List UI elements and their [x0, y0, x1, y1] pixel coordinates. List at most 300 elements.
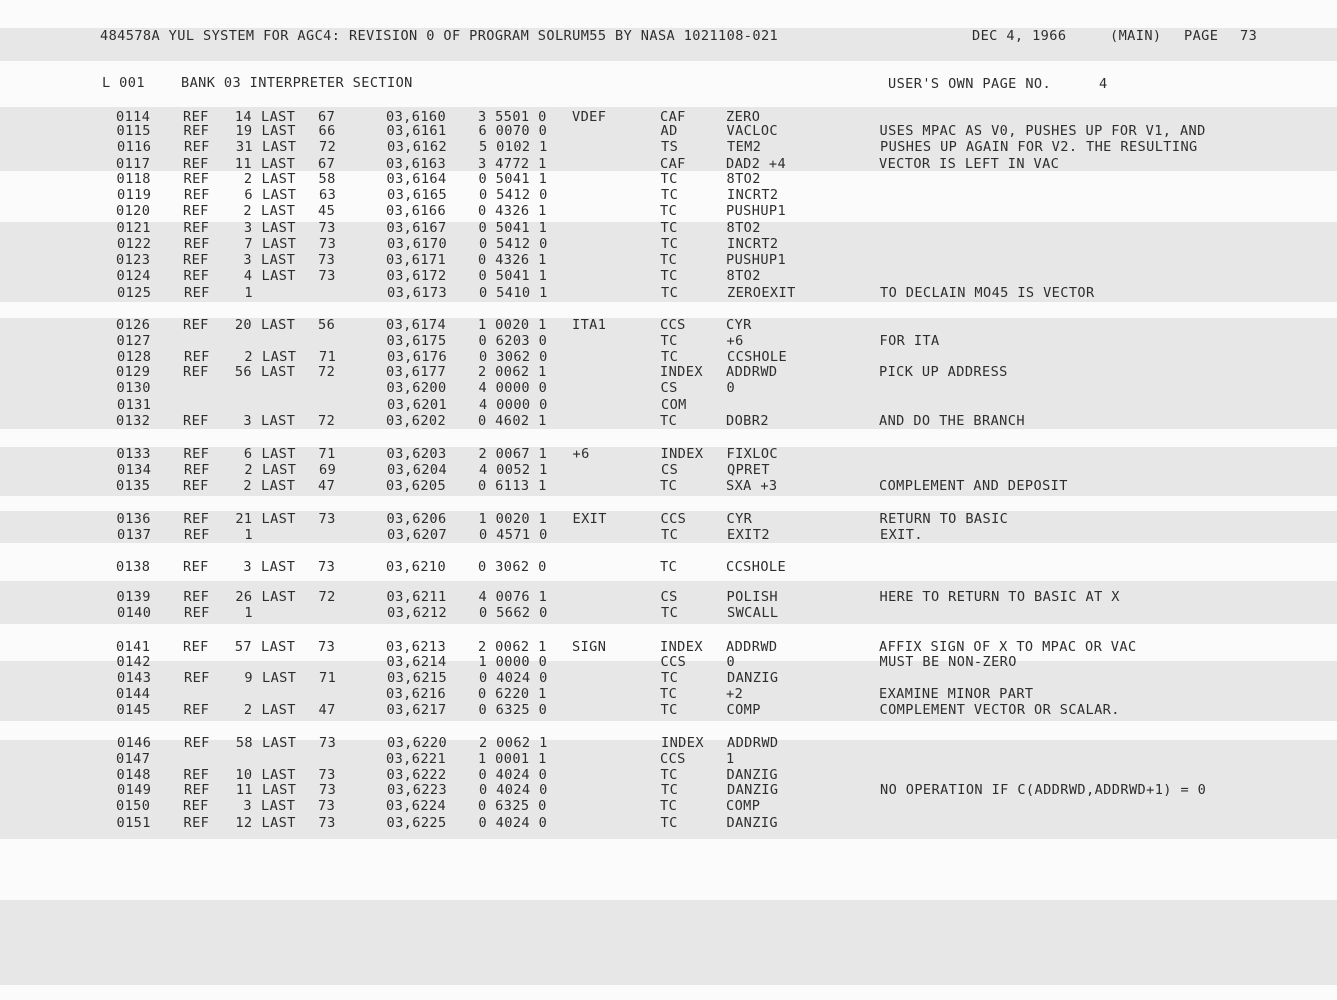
ref-count: 1	[244, 527, 253, 543]
line-number: 0116	[117, 139, 152, 155]
operand: PUSHUP1	[726, 252, 787, 268]
address: 03,6213	[386, 639, 447, 655]
ref-keyword: REF	[184, 139, 210, 155]
ref-keyword: REF	[184, 285, 210, 301]
octal-word: 0 4326 1	[478, 252, 547, 268]
address: 03,6202	[386, 413, 447, 429]
comment: TO DECLAIN MO45 IS VECTOR	[880, 285, 1095, 301]
ref-count: 3	[243, 798, 252, 814]
last-page: 45	[318, 203, 336, 219]
line-number: 0119	[117, 187, 152, 203]
last-keyword: LAST	[261, 203, 296, 219]
octal-word: 4 0052 1	[479, 462, 548, 478]
ref-keyword: REF	[184, 187, 210, 203]
operand: SWCALL	[727, 605, 779, 621]
last-page: 73	[318, 511, 336, 527]
last-page: 58	[318, 171, 336, 187]
comment: COMPLEMENT VECTOR OR SCALAR.	[879, 702, 1120, 718]
address: 03,6170	[387, 236, 448, 252]
last-keyword: LAST	[261, 446, 296, 462]
header-section: (MAIN)	[1110, 28, 1162, 44]
operand: INCRT2	[727, 236, 779, 252]
last-page: 73	[318, 220, 336, 236]
line-number: 0130	[116, 380, 151, 396]
opcode: CAF	[660, 156, 686, 172]
label: VDEF	[572, 109, 607, 125]
octal-word: 4 0076 1	[478, 589, 548, 605]
ref-count: 11	[235, 782, 253, 798]
opcode: CCS	[660, 751, 686, 767]
label: +6	[572, 446, 590, 462]
paper-band	[0, 429, 1337, 447]
last-page: 73	[319, 782, 337, 798]
address: 03,6203	[386, 446, 447, 462]
last-page: 73	[318, 767, 336, 783]
operand: DOBR2	[726, 413, 769, 429]
ref-keyword: REF	[183, 767, 210, 783]
address: 03,6222	[386, 767, 447, 783]
octal-word: 1 0020 1	[478, 317, 547, 333]
last-keyword: LAST	[261, 798, 296, 814]
address: 03,6206	[386, 511, 447, 527]
line-number: 0120	[116, 203, 151, 219]
ref-count: 7	[244, 236, 253, 252]
line-number: 0132	[116, 413, 151, 429]
comment: AFFIX SIGN OF X TO MPAC OR VAC	[879, 639, 1137, 655]
opcode: TC	[660, 333, 678, 349]
octal-word: 0 5662 0	[479, 605, 548, 621]
last-keyword: LAST	[262, 236, 297, 252]
octal-word: 0 3062 0	[478, 559, 547, 575]
operand: DANZIG	[726, 767, 779, 783]
ref-count: 1	[244, 605, 253, 621]
opcode: INDEX	[660, 364, 703, 380]
ref-keyword: REF	[183, 268, 210, 284]
last-page: 67	[318, 109, 336, 125]
log-number: L 001	[102, 75, 145, 91]
last-keyword: LAST	[261, 702, 296, 718]
ref-count: 56	[234, 364, 252, 380]
address: 03,6164	[386, 171, 447, 187]
last-keyword: LAST	[261, 589, 296, 605]
comment: VECTOR IS LEFT IN VAC	[879, 156, 1060, 172]
ref-keyword: REF	[184, 735, 210, 751]
ref-count: 1	[244, 285, 253, 301]
ref-count: 2	[243, 478, 252, 494]
address: 03,6207	[387, 527, 448, 543]
line-number: 0125	[117, 285, 152, 301]
comment: PICK UP ADDRESS	[879, 364, 1008, 380]
opcode: TC	[660, 702, 678, 718]
octal-word: 0 3062 0	[479, 349, 548, 365]
address: 03,6177	[386, 364, 447, 380]
octal-word: 4 0000 0	[479, 397, 548, 413]
operand: +6	[726, 333, 744, 349]
ref-keyword: REF	[184, 349, 210, 365]
line-number: 0134	[117, 462, 152, 478]
last-keyword: LAST	[261, 413, 296, 429]
octal-word: 1 0001 1	[478, 751, 547, 767]
comment: HERE TO RETURN TO BASIC AT X	[879, 589, 1120, 605]
address: 03,6217	[386, 702, 447, 718]
address: 03,6221	[386, 751, 447, 767]
line-number: 0135	[116, 478, 151, 494]
last-keyword: LAST	[261, 123, 296, 139]
ref-count: 21	[235, 511, 253, 527]
opcode: TC	[660, 815, 678, 831]
last-page: 71	[319, 349, 337, 365]
opcode: TC	[661, 187, 679, 203]
octal-word: 2 0062 1	[478, 364, 547, 380]
label: ITA1	[572, 317, 607, 333]
line-number: 0148	[116, 767, 151, 783]
line-number: 0115	[116, 123, 151, 139]
octal-word: 4 0000 0	[478, 380, 548, 396]
operand: ZEROEXIT	[727, 285, 796, 301]
line-number: 0151	[116, 815, 151, 831]
last-keyword: LAST	[261, 639, 296, 655]
line-number: 0122	[117, 236, 152, 252]
ref-keyword: REF	[183, 220, 210, 236]
opcode: TC	[660, 686, 678, 702]
last-keyword: LAST	[261, 156, 296, 172]
last-keyword: LAST	[261, 478, 296, 494]
last-page: 73	[318, 252, 336, 268]
address: 03,6162	[387, 139, 448, 155]
opcode: TC	[660, 252, 678, 268]
paper-band	[0, 839, 1337, 900]
operand: CCSHOLE	[727, 349, 788, 365]
octal-word: 1 0020 1	[478, 511, 548, 527]
address: 03,6171	[386, 252, 447, 268]
octal-word: 0 5410 1	[479, 285, 548, 301]
last-keyword: LAST	[261, 171, 296, 187]
octal-word: 0 4326 1	[478, 203, 547, 219]
address: 03,6163	[386, 156, 447, 172]
line-number: 0128	[117, 349, 152, 365]
last-page: 71	[319, 670, 337, 686]
address: 03,6201	[387, 397, 448, 413]
operand: EXIT2	[727, 527, 770, 543]
octal-word: 0 4602 1	[478, 413, 547, 429]
last-keyword: LAST	[261, 511, 296, 527]
last-page: 73	[318, 559, 336, 575]
ref-keyword: REF	[184, 236, 210, 252]
section-title: BANK 03 INTERPRETER SECTION	[181, 75, 413, 91]
comment: EXAMINE MINOR PART	[879, 686, 1034, 702]
paper-band	[0, 985, 1337, 1000]
address: 03,6172	[386, 268, 447, 284]
ref-count: 14	[234, 109, 252, 125]
opcode: TC	[661, 236, 679, 252]
operand: 8TO2	[726, 220, 761, 236]
last-keyword: LAST	[262, 782, 297, 798]
last-keyword: LAST	[261, 559, 296, 575]
last-page: 73	[318, 798, 336, 814]
opcode: TC	[661, 527, 679, 543]
octal-word: 0 5041 1	[478, 171, 548, 187]
address: 03,6214	[386, 654, 447, 670]
line-number: 0142	[116, 654, 151, 670]
line-number: 0140	[117, 605, 152, 621]
line-number: 0139	[116, 589, 151, 605]
line-number: 0129	[116, 364, 151, 380]
octal-word: 0 5412 0	[479, 187, 548, 203]
last-keyword: LAST	[261, 109, 296, 125]
octal-word: 5 0102 1	[479, 139, 548, 155]
ref-keyword: REF	[183, 109, 209, 125]
opcode: INDEX	[661, 735, 704, 751]
line-number: 0126	[116, 317, 151, 333]
last-keyword: LAST	[262, 139, 297, 155]
address: 03,6204	[387, 462, 448, 478]
operand: TEM2	[727, 139, 762, 155]
address: 03,6200	[386, 380, 447, 396]
last-page: 73	[318, 268, 336, 284]
ref-keyword: REF	[183, 815, 210, 831]
operand: 0	[726, 380, 736, 396]
octal-word: 0 5041 1	[478, 220, 548, 236]
line-number: 0143	[117, 670, 152, 686]
ref-keyword: REF	[184, 605, 210, 621]
ref-count: 57	[234, 639, 252, 655]
comment: COMPLEMENT AND DEPOSIT	[879, 478, 1068, 494]
opcode: CAF	[660, 109, 686, 125]
opcode: AD	[660, 123, 678, 139]
operand: QPRET	[727, 462, 770, 478]
address: 03,6176	[387, 349, 448, 365]
paper-band	[0, 302, 1337, 318]
octal-word: 0 6220 1	[478, 686, 547, 702]
octal-word: 0 4024 0	[478, 767, 548, 783]
last-page: 72	[318, 589, 336, 605]
ref-count: 3	[243, 220, 253, 236]
opcode: TC	[661, 670, 679, 686]
last-keyword: LAST	[261, 268, 296, 284]
ref-keyword: REF	[184, 527, 210, 543]
comment: NO OPERATION IF C(ADDRWD,ADDRWD+1) = 0	[880, 782, 1207, 798]
operand: SXA +3	[726, 478, 778, 494]
last-keyword: LAST	[261, 815, 296, 831]
ref-keyword: REF	[183, 511, 210, 527]
opcode: TC	[661, 349, 679, 365]
label: EXIT	[572, 511, 607, 527]
address: 03,6165	[387, 187, 448, 203]
operand: 8TO2	[726, 268, 761, 284]
opcode: TC	[660, 220, 678, 236]
header-page-label: PAGE	[1184, 28, 1219, 44]
ref-keyword: REF	[183, 171, 210, 187]
operand: 8TO2	[726, 171, 761, 187]
users-page-label: USER'S OWN PAGE NO.	[888, 76, 1052, 92]
ref-count: 2	[244, 462, 253, 478]
ref-keyword: REF	[183, 252, 209, 268]
ref-count: 2	[243, 702, 253, 718]
last-keyword: LAST	[262, 187, 297, 203]
address: 03,6167	[386, 220, 447, 236]
operand: 1	[726, 751, 735, 767]
last-page: 73	[319, 236, 337, 252]
ref-count: 31	[235, 139, 253, 155]
opcode: TC	[660, 413, 678, 429]
octal-word: 0 4024 0	[478, 815, 548, 831]
ref-count: 2	[243, 171, 253, 187]
paper-band	[0, 496, 1337, 511]
ref-keyword: REF	[183, 123, 210, 139]
address: 03,6220	[387, 735, 448, 751]
line-number: 0144	[116, 686, 151, 702]
ref-count: 3	[243, 559, 252, 575]
octal-word: 0 6203 0	[478, 333, 548, 349]
last-page: 73	[319, 735, 337, 751]
opcode: CCS	[660, 317, 686, 333]
ref-count: 4	[243, 268, 253, 284]
octal-word: 6 0070 0	[478, 123, 548, 139]
comment: USES MPAC AS V0, PUSHES UP FOR V1, AND	[879, 123, 1206, 139]
address: 03,6215	[387, 670, 448, 686]
header-job-title: 484578A YUL SYSTEM FOR AGC4: REVISION 0 OF PROGRAM SOLRUM55 BY NASA 1021108-021	[100, 28, 779, 44]
ref-keyword: REF	[183, 478, 209, 494]
line-number: 0141	[116, 639, 151, 655]
ref-keyword: REF	[184, 670, 210, 686]
octal-word: 0 4571 0	[479, 527, 548, 543]
address: 03,6223	[387, 782, 448, 798]
opcode: TS	[661, 139, 679, 155]
ref-count: 6	[243, 446, 253, 462]
address: 03,6166	[386, 203, 447, 219]
octal-word: 0 4024 0	[479, 782, 548, 798]
line-number: 0150	[116, 798, 151, 814]
paper-band	[0, 0, 1337, 28]
line-number: 0149	[117, 782, 152, 798]
ref-keyword: REF	[183, 446, 210, 462]
address: 03,6210	[386, 559, 447, 575]
opcode: CS	[661, 462, 679, 478]
operand: CCSHOLE	[726, 559, 787, 575]
operand: ADDRWD	[726, 639, 778, 655]
line-number: 0147	[116, 751, 151, 767]
operand: +2	[726, 686, 744, 702]
line-number: 0117	[116, 156, 151, 172]
ref-keyword: REF	[183, 559, 209, 575]
ref-count: 9	[244, 670, 253, 686]
operand: CYR	[726, 511, 753, 527]
address: 03,6174	[386, 317, 447, 333]
opcode: TC	[661, 782, 679, 798]
octal-word: 0 6325 0	[478, 702, 548, 718]
ref-count: 2	[244, 349, 253, 365]
line-number: 0118	[116, 171, 151, 187]
last-page: 67	[318, 156, 336, 172]
address: 03,6224	[386, 798, 447, 814]
ref-count: 3	[243, 252, 252, 268]
last-page: 66	[318, 123, 336, 139]
octal-word: 2 0067 1	[478, 446, 548, 462]
comment: FOR ITA	[879, 333, 940, 349]
octal-word: 2 0062 1	[478, 639, 547, 655]
line-number: 0137	[117, 527, 152, 543]
line-number: 0121	[116, 220, 151, 236]
last-page: 56	[318, 317, 336, 333]
ref-count: 58	[235, 735, 253, 751]
line-number: 0131	[117, 397, 152, 413]
opcode: TC	[660, 478, 678, 494]
octal-word: 3 5501 0	[478, 109, 547, 125]
last-page: 47	[318, 702, 336, 718]
ref-keyword: REF	[183, 317, 209, 333]
last-keyword: LAST	[261, 767, 296, 783]
address: 03,6173	[387, 285, 448, 301]
opcode: TC	[661, 285, 679, 301]
last-page: 72	[318, 413, 336, 429]
last-page: 63	[319, 187, 337, 203]
address: 03,6225	[386, 815, 447, 831]
address: 03,6212	[387, 605, 448, 621]
operand: VACLOC	[726, 123, 779, 139]
operand: INCRT2	[727, 187, 779, 203]
line-number: 0124	[116, 268, 151, 284]
last-keyword: LAST	[261, 220, 296, 236]
opcode: TC	[660, 203, 678, 219]
operand: ZERO	[726, 109, 761, 125]
line-number: 0138	[116, 559, 151, 575]
ref-count: 26	[235, 589, 253, 605]
line-number: 0133	[116, 446, 151, 462]
line-number: 0136	[116, 511, 151, 527]
octal-word: 3 4772 1	[478, 156, 547, 172]
ref-keyword: REF	[183, 702, 210, 718]
opcode: TC	[660, 559, 678, 575]
last-keyword: LAST	[261, 317, 296, 333]
opcode: INDEX	[660, 446, 704, 462]
opcode: TC	[660, 767, 678, 783]
line-number: 0127	[116, 333, 151, 349]
ref-count: 10	[235, 767, 253, 783]
line-number: 0123	[116, 252, 151, 268]
last-keyword: LAST	[261, 252, 296, 268]
octal-word: 0 5041 1	[478, 268, 548, 284]
operand: ADDRWD	[727, 735, 779, 751]
operand: CYR	[726, 317, 752, 333]
comment: PUSHES UP AGAIN FOR V2. THE RESULTING	[880, 139, 1198, 155]
operand: DANZIG	[726, 815, 779, 831]
line-number: 0114	[116, 109, 151, 125]
comment: RETURN TO BASIC	[879, 511, 1009, 527]
ref-keyword: REF	[183, 639, 209, 655]
comment: MUST BE NON-ZERO	[879, 654, 1017, 670]
last-keyword: LAST	[262, 735, 297, 751]
octal-word: 1 0000 0	[478, 654, 548, 670]
ref-count: 6	[244, 187, 253, 203]
opcode: TC	[660, 171, 678, 187]
address: 03,6160	[386, 109, 447, 125]
operand: 0	[726, 654, 736, 670]
octal-word: 0 4024 0	[479, 670, 548, 686]
ref-count: 3	[243, 413, 252, 429]
ref-count: 2	[243, 203, 252, 219]
address: 03,6211	[386, 589, 447, 605]
line-number: 0145	[116, 702, 151, 718]
last-page: 69	[319, 462, 337, 478]
opcode: TC	[660, 798, 678, 814]
ref-keyword: REF	[183, 156, 209, 172]
ref-keyword: REF	[183, 589, 210, 605]
operand: DANZIG	[727, 670, 779, 686]
operand: COMP	[726, 798, 761, 814]
ref-keyword: REF	[183, 798, 209, 814]
opcode: COM	[661, 397, 687, 413]
octal-word: 0 6113 1	[478, 478, 547, 494]
